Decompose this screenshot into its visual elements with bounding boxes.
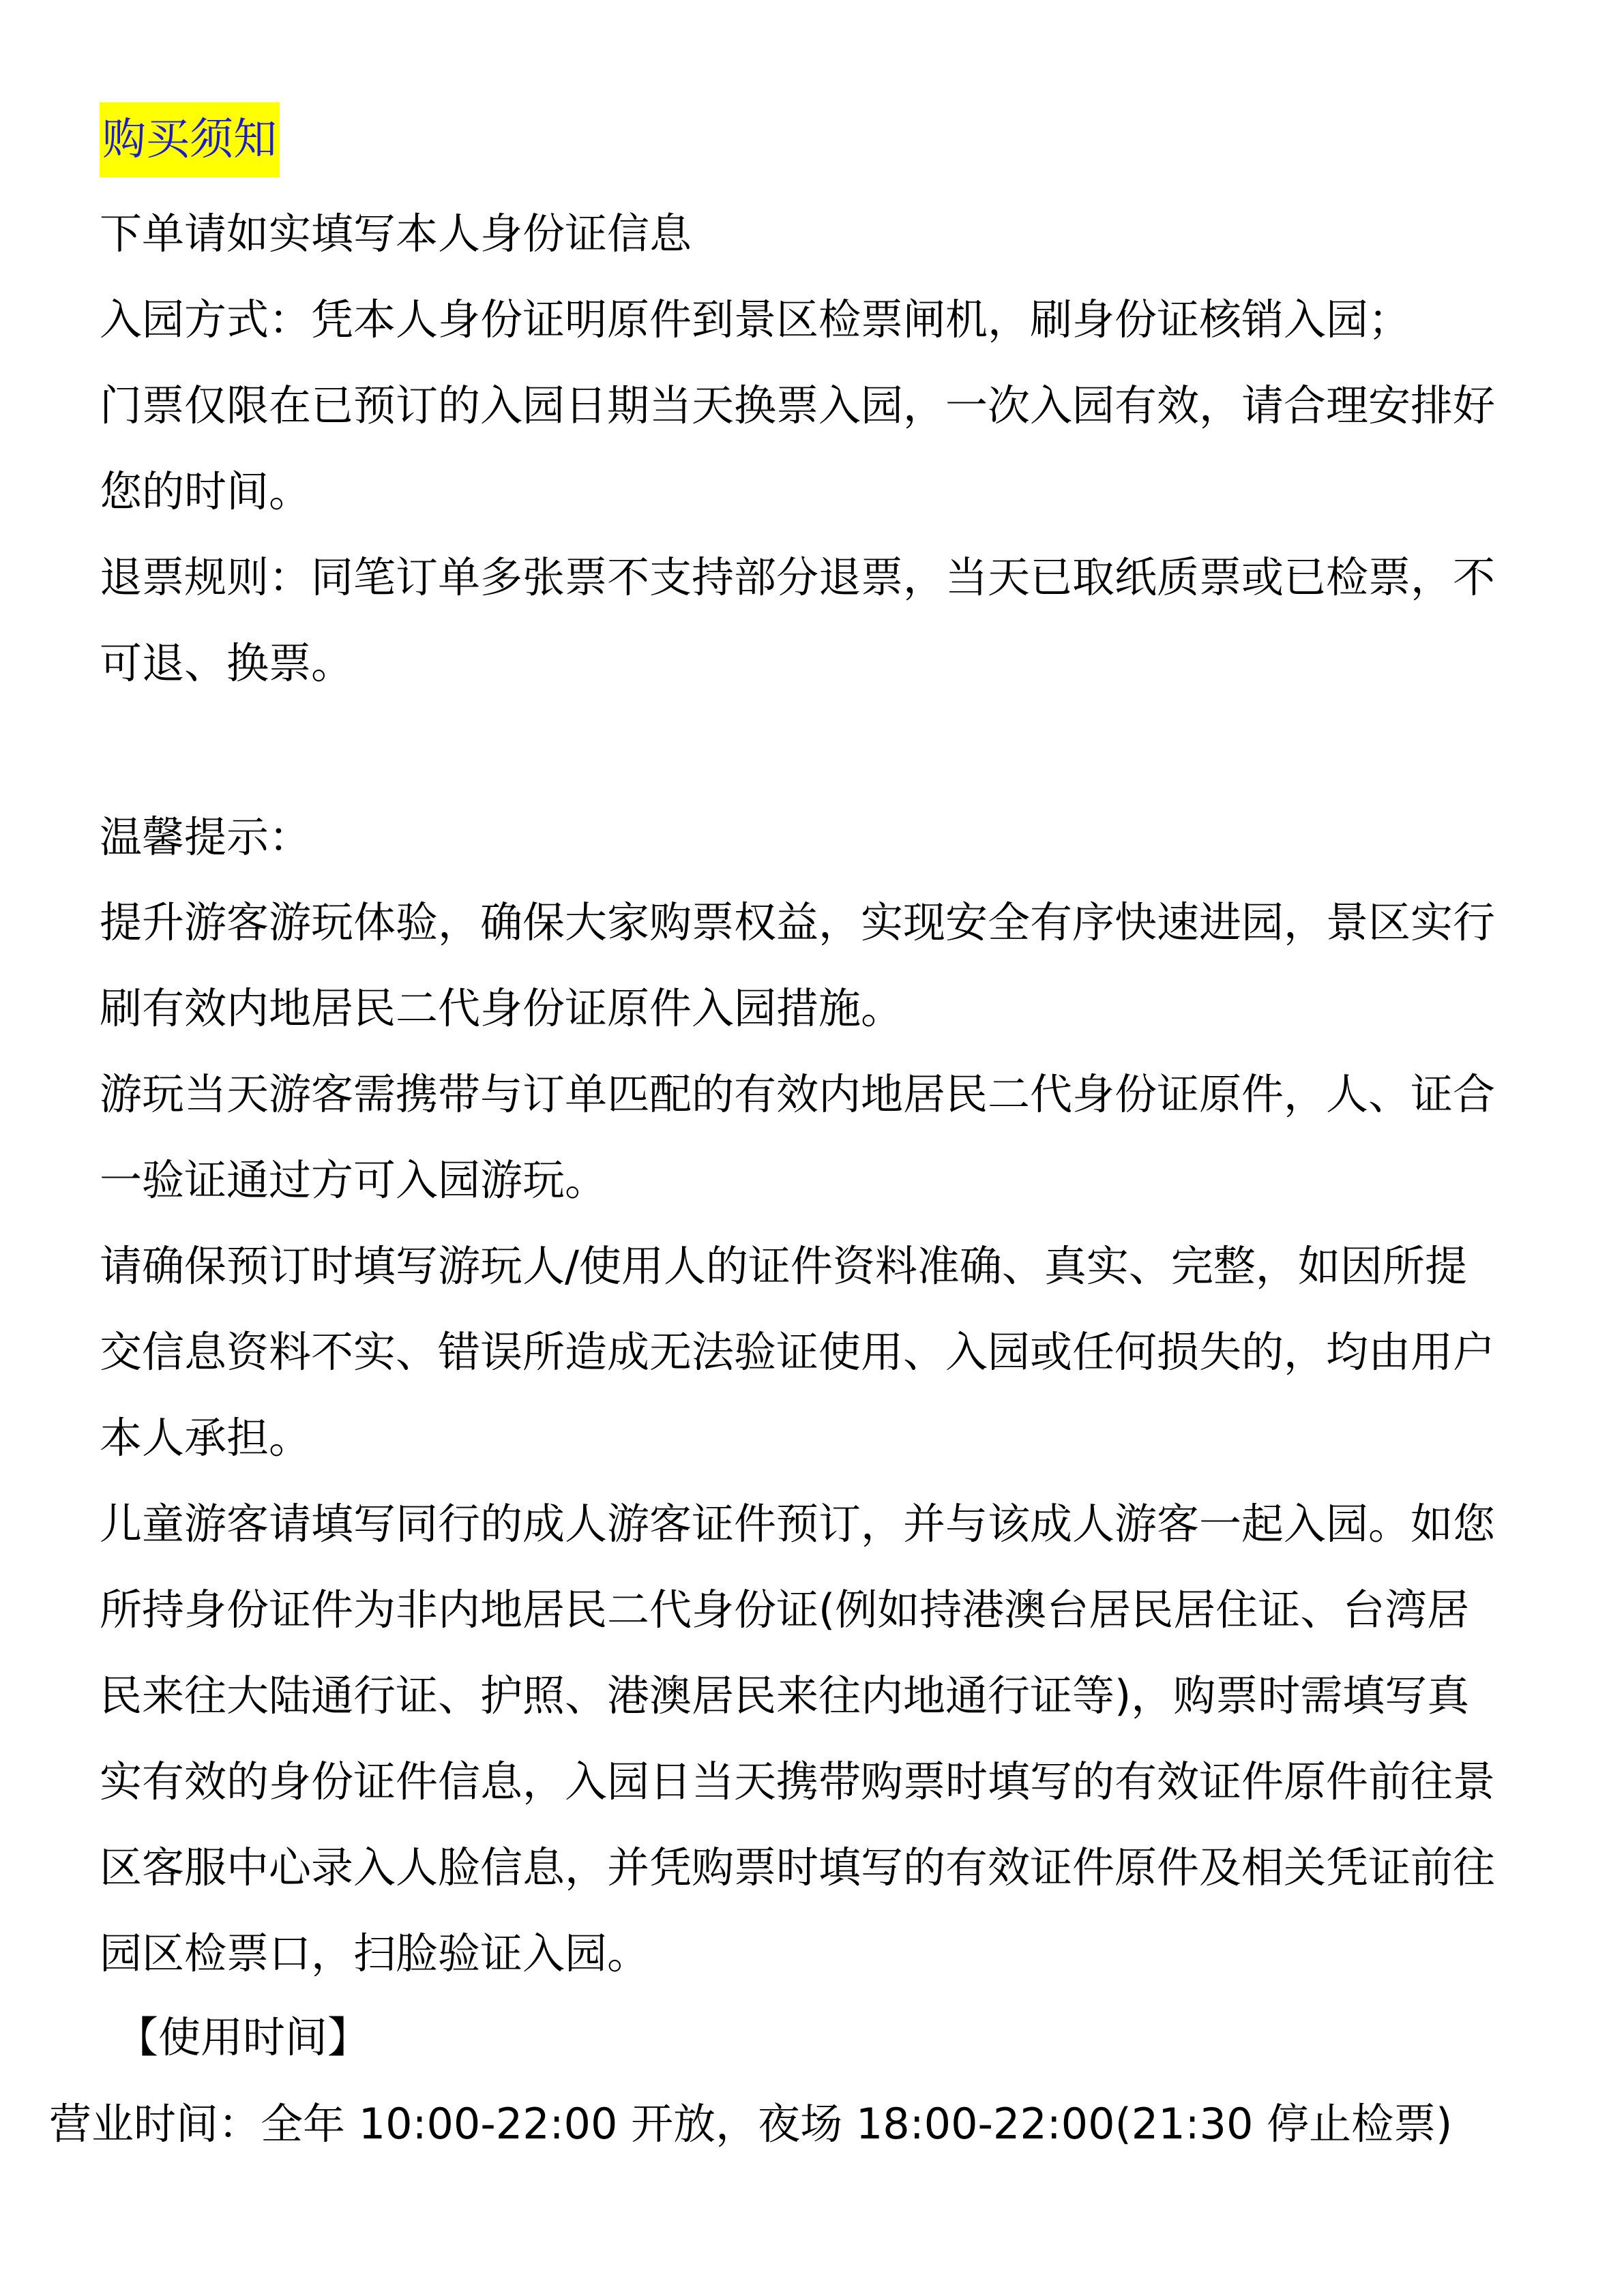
tips-line: 提升游客游玩体验，确保大家购票权益，实现安全有序快速进园，景区实行	[100, 897, 1496, 947]
notice-line: 入园方式：凭本人身份证明原件到景区检票闸机，刷身份证核销入园；	[100, 295, 1411, 344]
tips-line: 所持身份证件为非内地居民二代身份证(例如持港澳台居民居住证、台湾居	[100, 1585, 1470, 1635]
tips-line: 交信息资料不实、错误所造成无法验证使用、入园或任何损失的，均由用户	[100, 1327, 1496, 1377]
notice-title: 购买须知	[100, 102, 280, 177]
business-hours: 营业时间：全年 10:00-22:00 开放，夜场 18:00-22:00(21:30 停止检票)	[49, 2099, 1453, 2149]
tips-line: 儿童游客请填写同行的成人游客证件预订，并与该成人游客一起入园。如您	[100, 1499, 1496, 1549]
tips-heading: 温馨提示：	[100, 812, 312, 862]
notice-line: 门票仅限在已预订的入园日期当天换票入园，一次入园有效，请合理安排好	[100, 381, 1496, 430]
tips-body	[100, 880, 1559, 1997]
notice-line: 可退、换票。	[100, 638, 354, 688]
tips-line: 本人承担。	[100, 1413, 312, 1463]
tips-line: 区客服中心录入人脸信息，并凭购票时填写的有效证件原件及相关凭证前往	[100, 1843, 1496, 1892]
tips-line: 请确保预订时填写游玩人/使用人的证件资料准确、真实、完整，如因所提	[100, 1241, 1467, 1291]
tips-line: 民来往大陆通行证、护照、港澳居民来往内地通行证等)，购票时需填写真	[100, 1671, 1470, 1720]
notice-line: 下单请如实填写本人身份证信息	[100, 209, 692, 258]
tips-line: 游玩当天游客需携带与订单匹配的有效内地居民二代身份证原件，人、证合	[100, 1069, 1496, 1119]
tips-line: 一验证通过方可入园游玩。	[100, 1155, 608, 1205]
usage-time-heading: 【使用时间】	[116, 2012, 370, 2062]
notice-line: 您的时间。	[100, 466, 312, 516]
notice-body	[100, 191, 1559, 706]
tips-line: 实有效的身份证件信息，入园日当天携带购票时填写的有效证件原件前往景	[100, 1757, 1496, 1806]
notice-line: 退票规则：同笔订单多张票不支持部分退票，当天已取纸质票或已检票，不	[100, 552, 1496, 602]
tips-line: 刷有效内地居民二代身份证原件入园措施。	[100, 983, 904, 1033]
tips-line: 园区检票口，扫脸验证入园。	[100, 1928, 650, 1978]
